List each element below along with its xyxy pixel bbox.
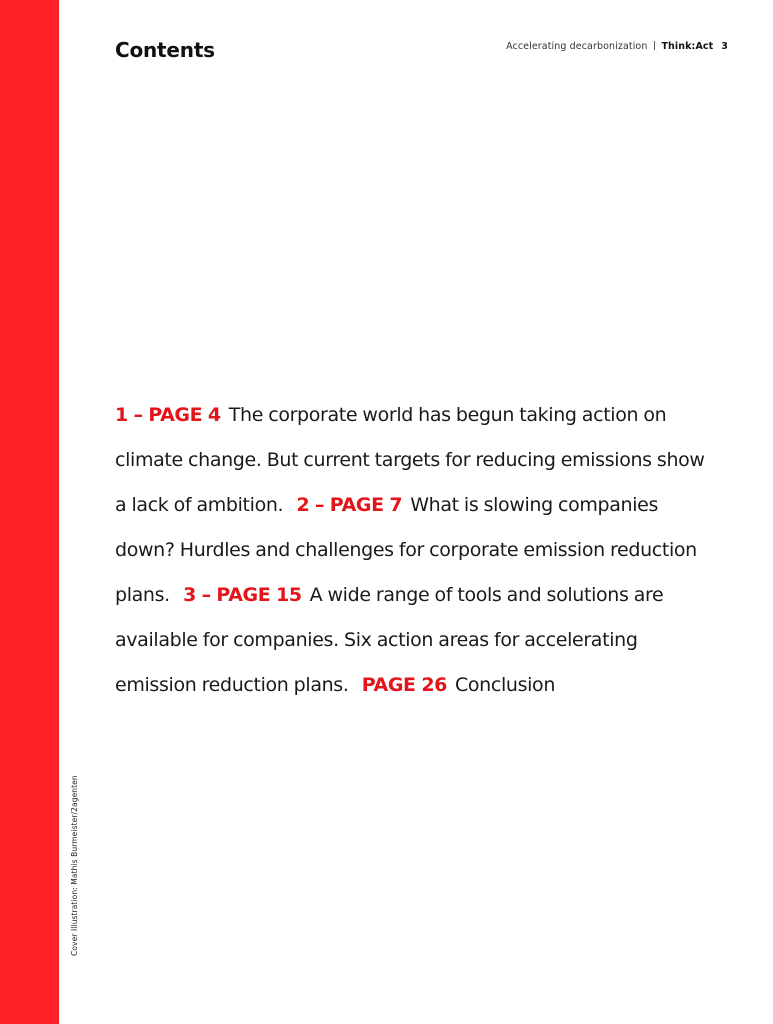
publication-title: Accelerating decarbonization (506, 41, 648, 52)
page-number: 3 (721, 41, 728, 52)
brand-name: Think:Act (661, 41, 714, 52)
toc-text-3: A wide range of tools and solutions are available for companies. Six action areas for accelerating emission reduction plans. (115, 584, 664, 696)
red-side-bar (0, 0, 59, 1024)
toc-text-1: The corporate world has begun taking action on climate change. But current targets for reducing emissions show a lack of ambition. (115, 404, 705, 516)
toc-text-4: Conclusion (454, 674, 556, 696)
table-of-contents (115, 393, 715, 708)
toc-ref-4[interactable]: PAGE 26 (361, 674, 447, 696)
toc-ref-2[interactable]: 2 – PAGE 7 (296, 494, 403, 516)
header-divider (654, 41, 655, 50)
page-title: Contents (115, 38, 215, 62)
toc-ref-3[interactable]: 3 – PAGE 15 (183, 584, 302, 606)
cover-illustration-credit: Cover Illustration: Mathis Burmeister/2agenten (70, 775, 79, 956)
toc-ref-1[interactable]: 1 – PAGE 4 (115, 404, 221, 426)
running-header (506, 41, 728, 52)
toc-text-2: What is slowing companies down? Hurdles and challenges for corporate emission reduction plans. (115, 494, 697, 606)
